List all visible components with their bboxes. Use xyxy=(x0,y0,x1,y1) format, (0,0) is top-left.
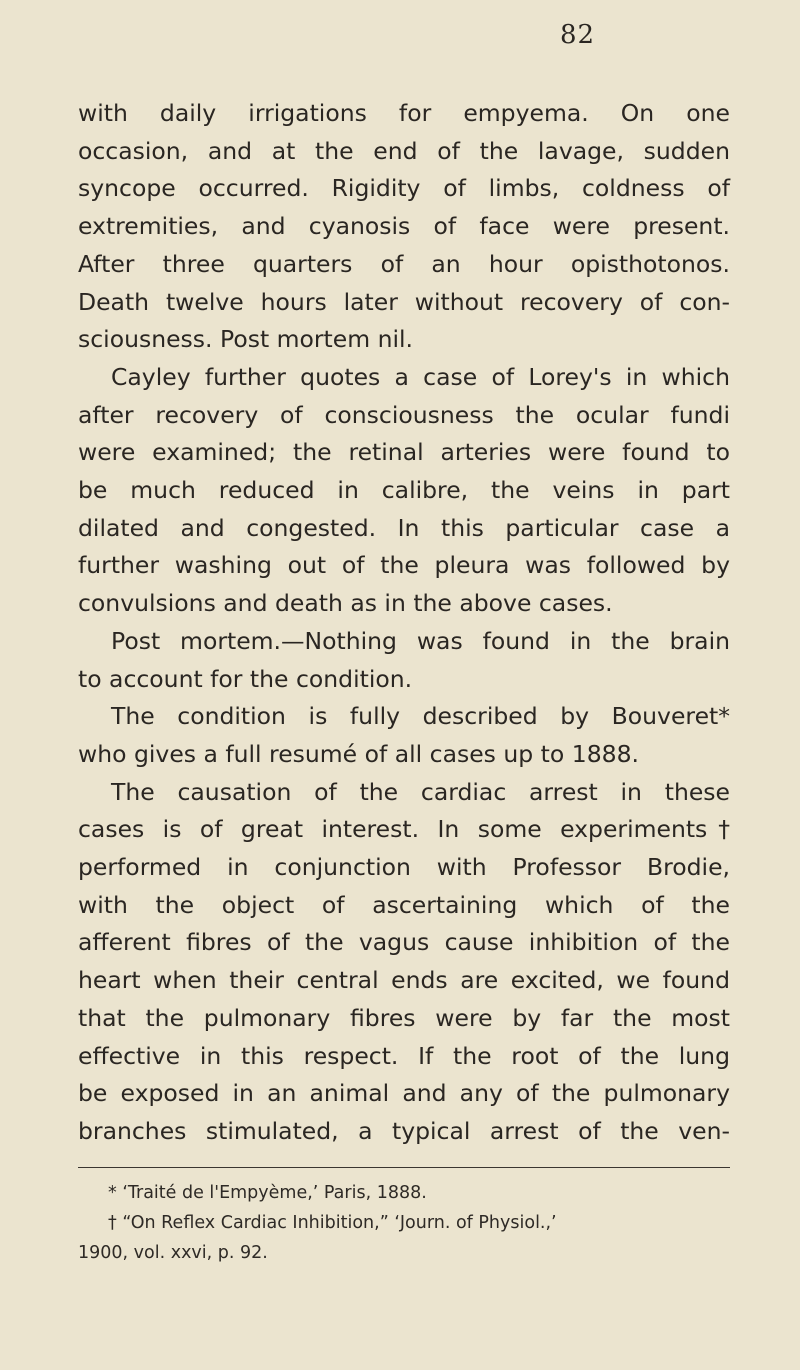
footnotes xyxy=(78,1178,730,1268)
footnote-rule xyxy=(78,1167,730,1168)
text-line: were examined; the retinal arteries were found to xyxy=(78,438,730,467)
text-line: occasion, and at the end of the lavage, sudden xyxy=(78,136,730,165)
text-line: heart when their central ends are excited, we found xyxy=(78,966,730,995)
text-line: dilated and congested. In this particular case a xyxy=(78,513,730,542)
text-line: Cayley further quotes a case of Lorey's in which xyxy=(111,362,730,391)
footnote-line: † “On Reflex Cardiac Inhibition,” ‘Journ. of Physiol.,’ xyxy=(108,1213,557,1233)
text-line: effective in this respect. If the root of the lung xyxy=(78,1041,730,1070)
text-line: be much reduced in calibre, the veins in part xyxy=(78,476,730,505)
text-line: Post mortem.—Nothing was found in the brain xyxy=(111,626,730,655)
text-line: that the pulmonary fibres were by far the most xyxy=(78,1003,730,1032)
text-line: be exposed in an animal and any of the pulmonary xyxy=(78,1079,730,1108)
body-text xyxy=(78,95,730,1151)
text-line: cases is of great interest. In some experiments† xyxy=(78,815,730,844)
text-line: sciousness. Post mortem nil. xyxy=(78,325,414,354)
text-line: with daily irrigations for empyema. On one xyxy=(78,99,730,127)
text-line: After three quarters of an hour opisthotonos. xyxy=(78,249,730,278)
text-line: convulsions and death as in the above cases. xyxy=(78,589,613,618)
text-line: branches stimulated, a typical arrest of the ven- xyxy=(78,1116,730,1145)
text-line: to account for the condition. xyxy=(78,664,413,693)
text-line: after recovery of consciousness the ocular fundi xyxy=(78,400,730,429)
text-line: afferent fibres of the vagus cause inhibition of the xyxy=(78,928,730,957)
text-line: with the object of ascertaining which of the xyxy=(78,890,730,919)
page-number: 82 xyxy=(560,20,596,50)
footnote-line: * ‘Traité de l'Empyème,’ Paris, 1888. xyxy=(108,1183,427,1203)
footnote-line: 1900, vol. xxvi, p. 92. xyxy=(78,1243,268,1263)
text-line: extremities, and cyanosis of face were present. xyxy=(78,212,730,241)
text-line: performed in conjunction with Professor Brodie, xyxy=(78,853,730,882)
text-line: who gives a full resumé of all cases up to 1888. xyxy=(78,739,640,768)
text-line: syncope occurred. Rigidity of limbs, coldness of xyxy=(78,174,730,203)
text-line: The causation of the cardiac arrest in these xyxy=(111,777,730,806)
text-line: further washing out of the pleura was followed by xyxy=(78,551,730,580)
text-line: The condition is fully described by Bouveret* xyxy=(111,702,730,731)
text-line: Death twelve hours later without recovery of con- xyxy=(78,287,730,316)
